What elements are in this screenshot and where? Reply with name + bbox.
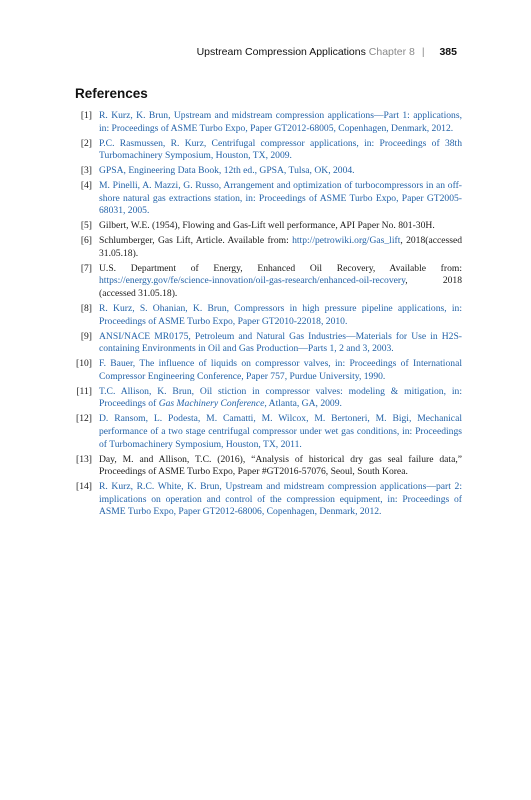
reference-text <box>99 180 462 218</box>
reference-number: [7] <box>80 262 92 274</box>
reference-text-segment: Gilbert, W.E. (1954), Flowing and Gas-Lift well performance, API Paper No. 801-30H. <box>99 220 435 232</box>
reference-text <box>99 386 462 411</box>
reference-text-segment: D. Ransom, L. Podesta, M. Camatti, M. Wilcox, M. Bertoneri, M. Bigi, Mechanical performance of a two stage centrifugal compressor under wet gas conditions, in: Proceedings of Turbomachinery Symposium, Houston, TX, 2011. <box>99 413 462 450</box>
reference-text-segment: GPSA, Engineering Data Book, 12th ed., GPSA, Tulsa, OK, 2004. <box>99 165 355 177</box>
reference-text-segment: , 2018(accessed 31.05.18). <box>99 235 463 259</box>
reference-list <box>70 110 462 521</box>
reference-text <box>99 358 462 383</box>
reference-item <box>70 454 462 479</box>
reference-item <box>70 386 462 411</box>
reference-text <box>99 138 462 163</box>
reference-text-segment: Day, M. and Allison, T.C. (2016), “Analysis of historical dry gas seal failure data,” Proceedings of ASME Turbo Expo, Paper #GT2016-57076, Seoul, South Korea. <box>99 453 462 478</box>
chapter-label: Chapter <box>368 46 407 58</box>
reference-item <box>70 180 462 218</box>
reference-text-segment: Schlumberger, Gas Lift, Article. Available from: <box>99 235 293 247</box>
reference-text <box>99 220 462 233</box>
reference-text <box>99 110 462 135</box>
reference-text-segment: P.C. Rasmussen, R. Kurz, Centrifugal compressor applications, in: Proceedings of 38th Turbomachinery Symposium, Houston, TX, 2009. <box>99 137 462 162</box>
reference-text-segment: T.C. Allison, K. Brun, Oil stiction in compressor valves: modeling & mitigation, in: Proceedings of <box>99 385 462 410</box>
reference-number: [1] <box>80 110 92 121</box>
reference-item <box>70 110 462 135</box>
header-separator: | <box>421 46 425 58</box>
reference-number: [13] <box>76 453 92 465</box>
reference-item <box>70 303 462 328</box>
reference-item <box>70 413 462 451</box>
reference-text-segment: , Atlanta, GA, 2009. <box>264 398 342 410</box>
reference-number: [6] <box>80 235 92 247</box>
reference-item <box>70 235 462 260</box>
reference-text-segment: M. Pinelli, A. Mazzi, G. Russo, Arrangement and optimization of turbocompressors in an off-shore natural gas extractions station, in: Proceedings of ASME Turbo Expo, Paper GT2005-68031, 2005. <box>99 180 462 217</box>
reference-item <box>70 165 462 178</box>
reference-text-segment: ANSI/NACE MR0175, Petroleum and Natural Gas Industries—Materials for Use in H2S-containing Environments in Oil and Gas Production—Parts 1, 2 and 3, 2003. <box>99 330 462 355</box>
reference-text <box>99 481 462 519</box>
running-header <box>197 46 457 58</box>
reference-text <box>99 413 462 451</box>
reference-item <box>70 331 462 356</box>
page-number: 385 <box>439 46 457 58</box>
reference-number: [3] <box>80 165 92 177</box>
reference-number: [12] <box>76 413 92 425</box>
reference-number: [5] <box>80 220 92 232</box>
reference-item <box>70 481 462 519</box>
reference-text <box>99 454 462 479</box>
reference-number: [10] <box>76 358 92 370</box>
reference-text-segment: R. Kurz, R.C. White, K. Brun, Upstream and midstream compression applications—part 2: implications on operation and control of the compression equipment, in: Proceedings of ASME Turbo Expo, Paper GT2012-68006, Copenhagen, Denmark, 2012. <box>99 481 462 518</box>
reference-item <box>70 220 462 233</box>
reference-number: [9] <box>80 330 92 342</box>
reference-link[interactable]: http://petrowiki.org/Gas_lift <box>292 235 401 247</box>
reference-text-segment: R. Kurz, S. Ohanian, K. Brun, Compressors in high pressure pipeline applications, in: Proceedings of ASME Turbo Expo, Paper GT2010-22018, 2010. <box>99 303 462 327</box>
reference-text <box>99 263 462 301</box>
reference-text-segment: F. Bauer, The influence of liquids on compressor valves, in: Proceedings of International Compressor Engineering Conference, Paper 757, Purdue University, 1990. <box>99 358 462 382</box>
reference-number: [8] <box>80 303 92 315</box>
chapter-number: 8 <box>409 46 415 58</box>
references-heading: References <box>75 86 148 101</box>
reference-text-italic: Gas Machinery Conference <box>158 398 265 410</box>
reference-text-segment: , 2018 (accessed 31.05.18). <box>99 275 462 300</box>
reference-text <box>99 303 462 328</box>
reference-number: [2] <box>80 137 92 149</box>
reference-item <box>70 138 462 163</box>
reference-item <box>70 263 462 301</box>
reference-text-segment: U.S. Department of Energy, Enhanced Oil Recovery, Available from: <box>99 262 462 274</box>
reference-text-segment: R. Kurz, K. Brun, Upstream and midstream compression applications—Part 1: applications, in: Proceedings of ASME Turbo Expo, Paper GT2012-68005, Copenhagen, Denmark, 2012. <box>99 110 462 134</box>
reference-text <box>99 331 462 356</box>
reference-number: [4] <box>80 180 92 192</box>
reference-number: [11] <box>76 385 92 397</box>
running-header-title: Upstream Compression Applications <box>196 46 366 58</box>
reference-item <box>70 358 462 383</box>
reference-number: [14] <box>76 481 92 493</box>
reference-text <box>99 165 462 178</box>
reference-link[interactable]: https://energy.gov/fe/science-innovation/oil-gas-research/enhanced-oil-recovery <box>99 275 406 287</box>
reference-text <box>99 235 462 260</box>
